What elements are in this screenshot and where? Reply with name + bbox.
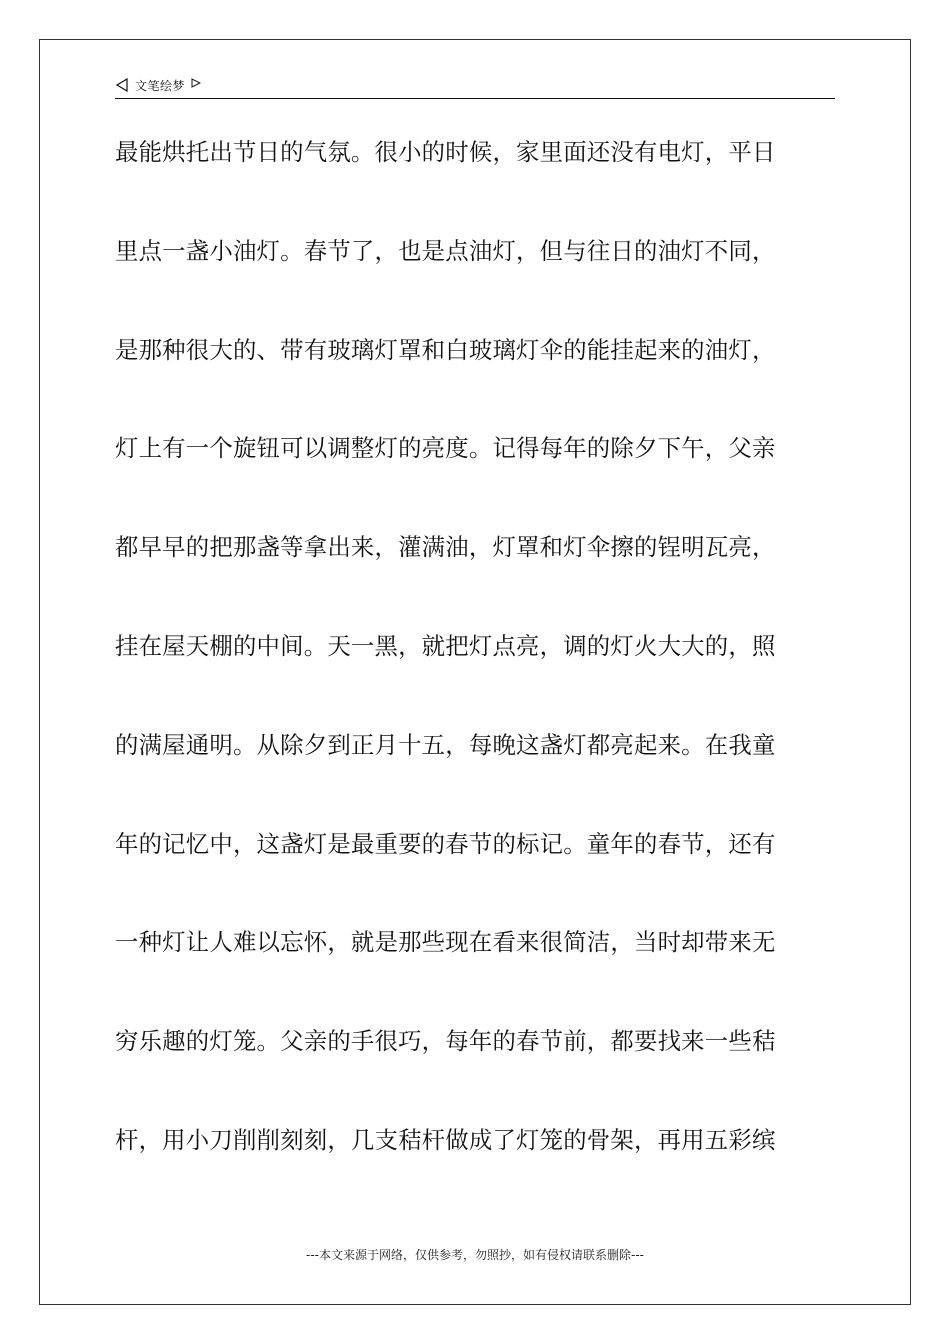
text-line: 杆，用小刀削削刻刻，几支秸杆做成了灯笼的骨架，再用五彩缤 bbox=[115, 1125, 776, 1154]
text-line: 最能烘托出节日的气氛。很小的时候，家里面还没有电灯，平日 bbox=[115, 138, 776, 166]
right-triangle-icon bbox=[191, 77, 201, 87]
text-line: 里点一盏小油灯。春节了，也是点油灯，但与往日的油灯不同， bbox=[115, 236, 776, 265]
left-triangle-icon bbox=[115, 78, 129, 92]
text-line: 的满屋通明。从除夕到正月十五，每晚这盏灯都亮起来。在我童 bbox=[115, 730, 776, 759]
text-line: 都早早的把那盏等拿出来，灌满油，灯罩和灯伞擦的锃明瓦亮， bbox=[115, 533, 776, 562]
text-line: 年的记忆中，这盏灯是最重要的春节的标记。童年的春节，还有 bbox=[115, 829, 776, 858]
body-text bbox=[115, 128, 855, 1215]
text-line: 是那种很大的、带有玻璃灯罩和白玻璃灯伞的能挂起来的油灯， bbox=[115, 335, 776, 364]
text-line: 挂在屋天棚的中间。天一黑，就把灯点亮，调的灯火大大的，照 bbox=[115, 631, 776, 660]
text-line: 穷乐趣的灯笼。父亲的手很巧，每年的春节前，都要找来一些秸 bbox=[115, 1027, 776, 1056]
text-line: 灯上有一个旋钮可以调整灯的亮度。记得每年的除夕下午，父亲 bbox=[115, 434, 776, 463]
header-brand: 文笔绘梦 bbox=[135, 78, 186, 93]
text-line: 一种灯让人难以忘怀，就是那些现在看来很简洁，当时却带来无 bbox=[115, 928, 776, 957]
footer-notice: ---本文来源于网络，仅供参考，勿照抄，如有侵权请联系删除--- bbox=[306, 1248, 644, 1262]
page-header bbox=[115, 72, 835, 99]
